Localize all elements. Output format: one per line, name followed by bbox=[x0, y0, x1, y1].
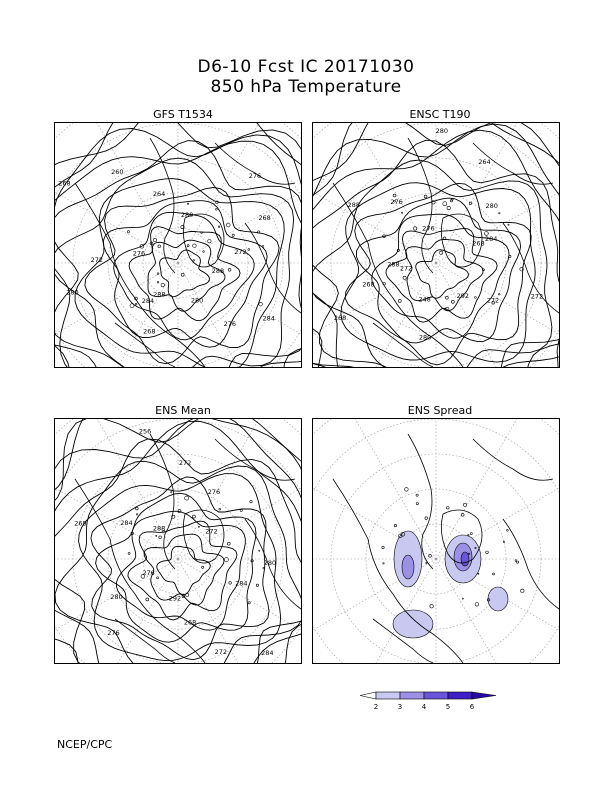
ens-mean-island bbox=[219, 508, 221, 510]
ens-mean-island bbox=[259, 550, 260, 551]
ens-mean-island bbox=[227, 542, 230, 545]
gfs-island bbox=[262, 246, 264, 248]
ens-spread-island bbox=[503, 541, 504, 542]
ens-mean-island bbox=[171, 492, 172, 493]
map-panel-ensc bbox=[312, 122, 560, 368]
colorbar-high-cap bbox=[472, 692, 496, 699]
gfs-contour-label: 280 bbox=[190, 296, 204, 305]
gfs-island bbox=[157, 281, 159, 283]
ensc-meridian-line bbox=[336, 123, 436, 263]
ens-spread-island bbox=[426, 562, 427, 563]
ensc-contour-label: 292 bbox=[456, 292, 470, 301]
ens-spread-island bbox=[416, 494, 418, 496]
ens-spread-island bbox=[468, 534, 469, 535]
ens-spread-island bbox=[425, 517, 428, 520]
ens-mean-island bbox=[157, 577, 159, 579]
gfs-island bbox=[181, 273, 184, 276]
colorbar-tick-label: 2 bbox=[373, 703, 379, 711]
ensc-contour-label: 276 bbox=[390, 198, 403, 207]
ens-mean-contour-label: 268 bbox=[183, 618, 197, 627]
gfs-contour-label: 272 bbox=[90, 256, 104, 265]
ensc-coastlines bbox=[333, 138, 559, 367]
ens-mean-contour-label: 284 bbox=[235, 579, 248, 588]
ens-mean-island bbox=[256, 584, 258, 586]
gfs-contour-label: 276 bbox=[248, 171, 262, 180]
ens-mean-meridian-line bbox=[178, 559, 278, 663]
gfs-island bbox=[187, 245, 189, 247]
gfs-map-svg bbox=[55, 123, 301, 367]
ens-spread-island bbox=[462, 598, 463, 599]
ens-spread-shaded-region bbox=[393, 610, 433, 638]
ensc-meridian-line bbox=[333, 260, 436, 367]
gfs-contour-labels bbox=[58, 168, 275, 336]
ens-mean-island bbox=[136, 507, 139, 510]
gfs-contour-label: 284 bbox=[141, 297, 155, 306]
gfs-contour-label: 260 bbox=[111, 168, 124, 177]
ens-spread-island bbox=[394, 524, 396, 526]
ens-spread-island bbox=[463, 503, 466, 506]
gfs-contour-label: 272 bbox=[234, 248, 247, 256]
ensc-contour-label: 288 bbox=[387, 260, 400, 269]
gfs-isotherm bbox=[148, 240, 225, 311]
ens-spread-map-svg bbox=[313, 419, 559, 663]
ens-mean-island bbox=[263, 567, 265, 569]
ens-spread-island bbox=[382, 546, 384, 548]
ens-spread-graticule bbox=[313, 419, 559, 663]
ens-mean-island bbox=[202, 566, 204, 568]
ens-mean-meridian-line bbox=[178, 419, 278, 559]
ensc-island bbox=[403, 276, 406, 279]
ens-spread-coastlines bbox=[333, 434, 559, 663]
ensc-meridian-line bbox=[313, 163, 436, 263]
ensc-contour-label: 280 bbox=[485, 201, 498, 210]
gfs-contour-label: 288 bbox=[211, 267, 225, 275]
ens-spread-island bbox=[430, 605, 433, 608]
colorbar-swatch bbox=[376, 692, 400, 699]
gfs-island bbox=[130, 304, 134, 308]
gfs-island bbox=[216, 208, 218, 210]
gfs-island bbox=[226, 223, 230, 227]
gfs-island bbox=[218, 226, 220, 228]
ens-mean-contour-label: 284 bbox=[261, 649, 274, 658]
gfs-island bbox=[201, 232, 203, 234]
ens-mean-island bbox=[224, 558, 228, 562]
ensc-map-svg bbox=[313, 123, 559, 367]
ens-mean-island bbox=[136, 514, 138, 516]
ens-mean-contour-label: 256 bbox=[138, 427, 152, 436]
gfs-contour-label: 276 bbox=[132, 249, 146, 258]
gfs-contour-label: 280 bbox=[180, 211, 194, 219]
map-title-line1: D6-10 Fcst IC 20171030 bbox=[197, 57, 415, 77]
colorbar-tick-label: 3 bbox=[397, 703, 403, 711]
ens-spread-island bbox=[383, 563, 384, 564]
colorbar-swatch bbox=[400, 692, 424, 699]
gfs-island bbox=[154, 239, 157, 242]
ensc-contour-label: 264 bbox=[478, 158, 491, 167]
ens-spread-island bbox=[486, 551, 489, 554]
gfs-island bbox=[248, 249, 250, 251]
ens-mean-island bbox=[159, 536, 162, 539]
gfs-contour-label: 268 bbox=[143, 327, 156, 336]
ensc-isotherm bbox=[416, 250, 469, 299]
ensc-contour-label: 288 bbox=[347, 200, 361, 209]
gfs-isotherm bbox=[103, 201, 267, 348]
ens-mean-contour-label: 292 bbox=[168, 594, 182, 603]
gfs-island bbox=[187, 203, 188, 204]
ensc-graticule bbox=[313, 123, 559, 367]
gfs-island bbox=[161, 283, 165, 287]
ensc-contour-label: 276 bbox=[422, 224, 435, 233]
ensc-contour-label: 280 bbox=[435, 127, 449, 136]
ensc-island bbox=[443, 202, 447, 206]
ensc-contour-label: 268 bbox=[362, 280, 375, 289]
ens-spread-island bbox=[478, 573, 479, 574]
ensc-coastline bbox=[373, 323, 433, 367]
gfs-contour-label: 268 bbox=[58, 179, 71, 188]
ens-mean-island bbox=[248, 602, 250, 604]
panel-title-gfs: GFS T1534 bbox=[153, 108, 213, 121]
gfs-island bbox=[135, 303, 137, 305]
ens-spread-island bbox=[416, 503, 418, 505]
gfs-isotherm bbox=[160, 250, 210, 297]
ens-mean-contour-label: 280 bbox=[263, 559, 277, 568]
gfs-contour-label: 284 bbox=[262, 314, 275, 323]
ens-spread-island bbox=[521, 589, 524, 592]
ens-spread-coastline bbox=[503, 519, 559, 609]
gfs-contour-label: 268 bbox=[258, 213, 271, 222]
ens-spread-meridian-line bbox=[336, 419, 436, 559]
ens-mean-contour-label: 276 bbox=[107, 629, 120, 637]
spread-colorbar bbox=[356, 690, 516, 712]
ensc-contour-label: 280 bbox=[418, 333, 432, 342]
ens-mean-island bbox=[198, 526, 199, 527]
ensc-isotherm bbox=[345, 183, 531, 364]
ens-mean-coastline bbox=[183, 510, 224, 563]
ens-spread-island bbox=[405, 488, 409, 492]
gfs-island bbox=[259, 302, 263, 306]
gfs-graticule bbox=[55, 123, 301, 367]
map-panel-ens-spread bbox=[312, 418, 560, 664]
gfs-contour-label: 264 bbox=[152, 190, 166, 198]
ens-mean-contour-label: 276 bbox=[207, 488, 221, 497]
ens-mean-island bbox=[128, 552, 130, 554]
ens-mean-contour-label: 284 bbox=[120, 519, 133, 527]
ensc-contour-label: 248 bbox=[418, 295, 431, 304]
ens-spread-island bbox=[461, 513, 464, 516]
ensc-contour-label: 272 bbox=[530, 292, 544, 301]
ensc-isotherm bbox=[341, 183, 535, 362]
ensc-island bbox=[446, 296, 449, 299]
ensc-island bbox=[398, 299, 401, 302]
ens-spread-island bbox=[515, 560, 517, 562]
ensc-contour-label: 272 bbox=[399, 264, 413, 273]
gfs-island bbox=[228, 268, 231, 271]
ensc-contour-label: 268 bbox=[472, 239, 485, 248]
gfs-island bbox=[158, 245, 161, 248]
colorbar-tick-label: 5 bbox=[445, 703, 451, 711]
ens-mean-island bbox=[229, 582, 232, 585]
ens-mean-contour-label: 276 bbox=[142, 568, 155, 577]
panel-title-ens-mean: ENS Mean bbox=[155, 404, 211, 417]
gfs-island bbox=[127, 231, 129, 233]
gfs-island bbox=[208, 240, 211, 243]
ensc-island bbox=[402, 212, 403, 213]
ens-spread-island bbox=[493, 573, 495, 575]
gfs-contour-label: 276 bbox=[223, 319, 237, 328]
ensc-island bbox=[424, 195, 427, 198]
ens-spread-island bbox=[470, 533, 472, 535]
ensc-contour-label: 268 bbox=[333, 313, 347, 322]
ensc-island bbox=[475, 297, 477, 299]
gfs-island bbox=[157, 273, 159, 275]
ensc-contour-label: 272 bbox=[486, 296, 500, 305]
ens-mean-map-svg bbox=[55, 419, 301, 663]
colorbar-swatch bbox=[448, 692, 472, 699]
ensc-island bbox=[393, 194, 396, 197]
ens-spread-meridian-line bbox=[436, 419, 536, 559]
ens-mean-contour-label: 268 bbox=[74, 519, 87, 528]
gfs-island bbox=[203, 251, 205, 253]
ens-mean-island bbox=[192, 515, 195, 518]
ensc-island bbox=[508, 224, 509, 225]
map-title-line2: 850 hPa Temperature bbox=[210, 77, 402, 97]
ens-spread-shaded-region bbox=[488, 587, 508, 611]
ens-spread-shaded-region bbox=[461, 552, 469, 566]
gfs-meridian-line bbox=[55, 163, 178, 263]
ens-mean-contour-label: 288 bbox=[152, 524, 166, 533]
ensc-meridian-line bbox=[313, 260, 436, 363]
ensc-contour-labels bbox=[334, 127, 543, 341]
ens-mean-island bbox=[146, 598, 149, 601]
map-panel-gfs bbox=[54, 122, 302, 368]
ensc-coastline bbox=[333, 183, 463, 367]
ensc-island bbox=[499, 213, 500, 214]
ens-spread-island bbox=[517, 561, 519, 563]
colorbar-tick-label: 6 bbox=[469, 703, 475, 711]
panel-title-ensc: ENSC T190 bbox=[409, 108, 471, 121]
ens-spread-island bbox=[507, 529, 509, 531]
colorbar-swatch bbox=[424, 692, 448, 699]
gfs-contour-label: 280 bbox=[66, 288, 79, 297]
ens-mean-contour-label: 272 bbox=[178, 459, 192, 468]
panel-title-ens-spread: ENS Spread bbox=[407, 404, 473, 417]
ens-mean-island bbox=[185, 496, 189, 500]
ens-mean-island bbox=[156, 535, 157, 536]
gfs-coastlines bbox=[75, 138, 301, 367]
ens-spread-island bbox=[447, 507, 450, 510]
ens-mean-isotherm bbox=[96, 493, 256, 642]
ens-spread-shaded-region bbox=[402, 555, 414, 579]
gfs-island bbox=[193, 260, 195, 262]
ens-mean-island bbox=[240, 509, 242, 511]
ens-mean-coastline bbox=[75, 479, 205, 663]
ens-mean-island bbox=[186, 593, 189, 596]
gfs-island bbox=[193, 244, 197, 248]
colorbar-low-cap bbox=[360, 692, 376, 699]
ens-mean-contour-label: 272 bbox=[214, 648, 228, 657]
map-panel-ens-mean bbox=[54, 418, 302, 664]
colorbar-tick-label: 4 bbox=[421, 703, 427, 711]
gfs-island bbox=[232, 234, 234, 236]
gfs-contour-label: 288 bbox=[153, 290, 166, 299]
ensc-island bbox=[499, 293, 501, 295]
credit-label: NCEP/CPC bbox=[57, 738, 113, 751]
ensc-island bbox=[447, 206, 450, 209]
ens-spread-island bbox=[475, 603, 479, 607]
ens-spread-island bbox=[429, 554, 432, 557]
ensc-contour-label: 284 bbox=[484, 235, 498, 244]
ens-mean-contour-label: 272 bbox=[205, 527, 218, 536]
ens-mean-isotherm bbox=[117, 511, 246, 630]
ens-mean-island bbox=[250, 500, 252, 502]
ensc-island bbox=[451, 300, 454, 303]
ensc-island bbox=[469, 202, 471, 204]
ens-mean-contour-label: 280 bbox=[110, 592, 123, 601]
